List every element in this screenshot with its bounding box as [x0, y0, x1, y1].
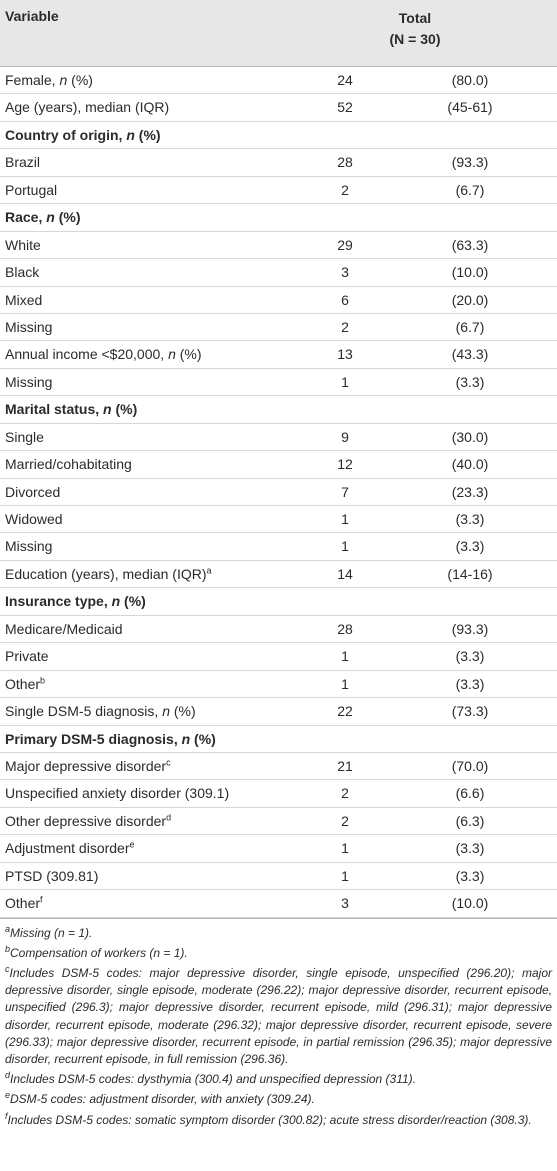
footnote-text: Includes DSM-5 codes: dysthymia (300.4) and unspecified depression (311).: [10, 1072, 417, 1087]
row-percent: (3.3): [455, 840, 485, 857]
total-header-label: Total: [398, 10, 432, 26]
row-label: Race, n (%): [5, 209, 81, 226]
row-label: Mixed: [5, 291, 43, 308]
row-label: Medicare/Medicaid: [5, 620, 123, 637]
row-percent: (20.0): [451, 291, 489, 308]
table-row: [0, 177, 557, 204]
row-label: Missing: [5, 318, 53, 335]
table-row: [0, 506, 557, 533]
table-row: [0, 149, 557, 176]
row-count: 7: [341, 483, 349, 500]
footnote-text: Missing (n = 1).: [10, 925, 93, 940]
row-percent: (6.7): [455, 318, 485, 335]
table-row: [0, 533, 557, 560]
row-label: Other depressive disorder$^d$: [5, 812, 172, 829]
section-header-row: [0, 396, 557, 423]
row-label: Portugal: [5, 181, 58, 198]
table-row: [0, 341, 557, 368]
table-row: [0, 698, 557, 725]
row-count: 9: [341, 428, 349, 445]
row-percent: (6.3): [455, 812, 485, 829]
row-label: Female, n (%): [5, 72, 93, 88]
row-percent: (73.3): [451, 703, 489, 720]
row-label: Brazil: [5, 154, 41, 171]
footnote: [5, 1071, 552, 1088]
row-percent: (30.0): [451, 428, 489, 445]
row-percent: (3.3): [455, 648, 485, 665]
row-percent: (10.0): [451, 895, 489, 912]
table-row: [0, 890, 557, 917]
row-label: Other$^b$: [5, 674, 46, 692]
row-percent: (43.3): [451, 346, 489, 363]
table-row: [0, 94, 557, 121]
row-count: 28: [337, 154, 353, 171]
row-count: 1: [341, 538, 349, 555]
footnote-marker: c: [166, 757, 171, 768]
row-label: Insurance type, n (%): [5, 593, 146, 610]
row-percent: (80.0): [451, 72, 489, 88]
row-count: 29: [337, 236, 353, 253]
row-label: Divorced: [5, 483, 61, 500]
section-header-row: [0, 588, 557, 615]
row-label: Age (years), median (IQR): [5, 99, 170, 116]
total-header-n: (N = 30): [389, 31, 441, 47]
row-percent: (6.6): [455, 785, 485, 802]
row-percent: (40.0): [451, 456, 489, 473]
footnote-marker: f: [40, 894, 43, 905]
row-label: Black: [5, 264, 40, 281]
row-count: 1: [341, 373, 349, 390]
row-percent: (3.3): [455, 538, 485, 555]
row-label: Widowed: [5, 511, 63, 527]
row-label: PTSD (309.81): [5, 867, 99, 884]
table-row: [0, 232, 557, 259]
footnote-mark: b: [5, 943, 11, 954]
footnote-text: Includes DSM-5 codes: major depressive disorder, single episode, unspecified (296.20); major depressive disorder, single episode, moderate (296.22); major depressive disorder, recurrent episode, unspecified (296.3); major depressive disorder, recurrent episode, mild (296.31); major depressive disorder, recurrent episode, moderate (296.32); major depressive disorder, recurrent episode, severe (296.33); major depressive disorder, recurrent episode, in partial remission (296.35); major depressive disorder, recurrent episode, in full remission (296.36).: [5, 965, 552, 1066]
table-row: [0, 314, 557, 341]
table-header: [0, 0, 557, 67]
table-row: [0, 808, 557, 835]
footnote: [5, 925, 552, 942]
table-row: [0, 451, 557, 478]
footnote-marker: d: [166, 812, 172, 823]
row-label: Other$^f$: [5, 894, 43, 912]
row-count: 1: [341, 867, 349, 884]
row-count: 1: [341, 840, 349, 857]
row-label: Unspecified anxiety disorder (309.1): [5, 785, 230, 802]
row-count: 2: [341, 181, 349, 198]
footnote-mark: e: [5, 1090, 11, 1101]
row-label: White: [5, 236, 41, 253]
table-row: [0, 424, 557, 451]
section-header-row: [0, 726, 557, 753]
row-percent: (23.3): [451, 483, 489, 500]
row-label: Missing: [5, 373, 53, 390]
footnote-text: DSM-5 codes: adjustment disorder, with anxiety (309.24).: [10, 1092, 315, 1107]
row-count: 3: [341, 264, 349, 281]
table-footnotes: [0, 918, 557, 1129]
row-count: 52: [337, 99, 353, 116]
footnote-mark: f: [5, 1110, 8, 1121]
footnote: [5, 945, 552, 962]
section-header-row: [0, 204, 557, 231]
row-label: Single DSM-5 diagnosis, n (%): [5, 703, 196, 720]
footnote-mark: a: [5, 923, 11, 934]
row-percent: (63.3): [451, 236, 489, 253]
row-count: 24: [337, 72, 353, 88]
row-percent: (3.3): [455, 373, 485, 390]
table-row: [0, 369, 557, 396]
table-row: [0, 643, 557, 670]
total-column-header: [360, 8, 470, 50]
row-label: Primary DSM-5 diagnosis, n (%): [5, 730, 216, 747]
row-count: 2: [341, 318, 349, 335]
row-percent: (6.7): [455, 181, 485, 198]
row-count: 28: [337, 620, 353, 637]
footnote-marker: a: [206, 565, 212, 576]
table-row: [0, 616, 557, 643]
row-count: 3: [341, 895, 349, 912]
row-label: Major depressive disorder$^c$: [5, 757, 171, 774]
row-label: Country of origin, n (%): [5, 126, 161, 143]
section-header-row: [0, 122, 557, 149]
footnote: [5, 1091, 552, 1108]
row-percent: (3.3): [455, 511, 485, 527]
row-percent: (45-61): [447, 99, 493, 116]
row-label: Single: [5, 428, 44, 445]
row-count: 1: [341, 648, 349, 665]
row-count: 13: [337, 346, 353, 363]
table-row: [0, 259, 557, 286]
footnote-mark: c: [5, 963, 10, 974]
table-body: [0, 67, 557, 918]
row-label: Missing: [5, 538, 53, 555]
table-row: [0, 863, 557, 890]
row-label: Annual income <$20,000, n (%): [5, 346, 202, 363]
row-label: Marital status, n (%): [5, 401, 138, 418]
row-label: Adjustment disorder$^e$: [5, 839, 135, 857]
row-count: 1: [341, 511, 349, 527]
table-row: [0, 479, 557, 506]
table-row: [0, 287, 557, 314]
row-count: 1: [341, 675, 349, 692]
row-percent: (70.0): [451, 757, 489, 774]
row-count: 6: [341, 291, 349, 308]
footnote-text: Includes DSM-5 codes: somatic symptom disorder (300.82); acute stress disorder/reaction (308.3).: [7, 1112, 532, 1127]
footnote: [5, 1112, 552, 1129]
footnote-text: Compensation of workers (n = 1).: [10, 945, 188, 960]
footnote: [5, 965, 552, 1068]
row-count: 12: [337, 456, 353, 473]
row-percent: (10.0): [451, 264, 489, 281]
row-percent: (14-16): [447, 565, 493, 582]
row-percent: (93.3): [451, 620, 489, 637]
table-row: [0, 780, 557, 807]
row-count: 21: [337, 757, 353, 774]
row-percent: (3.3): [455, 675, 485, 692]
row-count: 22: [337, 703, 353, 720]
table-row: [0, 67, 557, 94]
row-label: Education (years), median (IQR)$^a$: [5, 565, 212, 582]
row-percent: (93.3): [451, 154, 489, 171]
row-count: 2: [341, 812, 349, 829]
row-label: Private: [5, 648, 49, 665]
row-count: 2: [341, 785, 349, 802]
footnote-marker: b: [40, 674, 46, 685]
table-row: [0, 753, 557, 780]
table-row: [0, 671, 557, 698]
variable-column-header: Variable: [5, 8, 59, 24]
row-count: 14: [337, 565, 353, 582]
footnote-marker: e: [129, 839, 135, 850]
footnote-mark: d: [5, 1070, 11, 1081]
row-label: Married/cohabitating: [5, 456, 132, 473]
table-row: [0, 561, 557, 588]
row-percent: (3.3): [455, 867, 485, 884]
table-row: [0, 835, 557, 862]
